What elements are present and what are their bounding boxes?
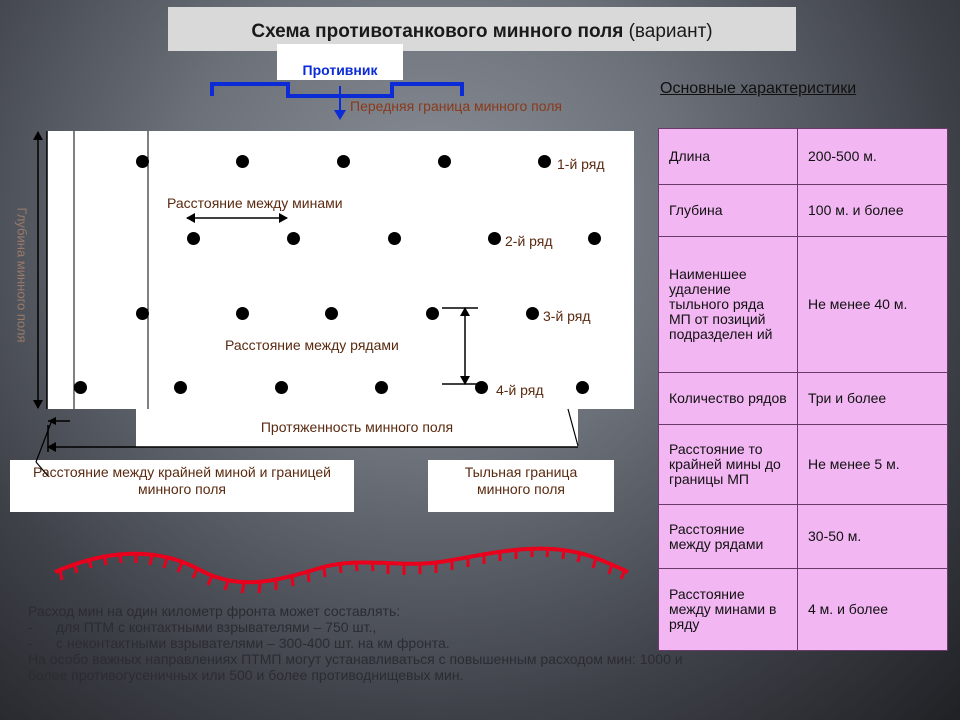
char-value: 4 м. и более <box>798 569 948 651</box>
depth-arrow <box>33 131 43 409</box>
row-spacing-label: Расстояние между рядами <box>225 337 399 353</box>
row-spacing-arrow <box>442 307 478 385</box>
length-label: Протяженность минного поля <box>260 419 454 435</box>
table-row <box>659 129 948 185</box>
table-row <box>659 185 948 237</box>
mine-spacing-arrow <box>186 213 288 223</box>
char-key: Расстояние между рядами <box>659 505 798 569</box>
consumption-notes <box>28 603 908 683</box>
char-key: Длина <box>659 129 798 185</box>
row-label-4: 4-й ряд <box>496 382 544 398</box>
front-edge-arrow <box>334 86 346 120</box>
table-row <box>659 237 948 373</box>
edge-distance-label: Расстояние между крайней миной и границей минного поля <box>32 464 331 497</box>
mine-spacing-label: Расстояние между минами <box>167 195 343 211</box>
enemy-front-bracket <box>212 84 462 96</box>
table-row <box>659 373 948 425</box>
rear-edge-pointer <box>568 409 578 446</box>
note-line: Расход мин на один километр фронта может составлять: <box>28 603 401 619</box>
table-row <box>659 505 948 569</box>
char-value: 30-50 м. <box>798 505 948 569</box>
char-key: Наименшее удаление тыльного ряда МП от позиций подразделен ий <box>659 237 798 373</box>
length-arrow <box>47 425 578 452</box>
row-label-1: 1-й ряд <box>557 156 605 172</box>
depth-label: Глубина минного поля <box>14 207 30 343</box>
rear-edge-label: Тыльная граница минного поля <box>464 464 578 497</box>
note-line: На особо важных направлениях ПТМП могут устанавливаться с повышенным расходом мин: 1000 и <box>28 651 683 667</box>
characteristics-title: Основные характеристики <box>660 80 857 97</box>
characteristics-table <box>658 128 948 651</box>
enemy-label: Противник <box>302 62 378 78</box>
note-line: - для ПТМ с контактными взрывателями – 750 шт., <box>28 619 908 635</box>
char-key: Количество рядов <box>659 373 798 425</box>
char-value: Не менее 5 м. <box>798 425 948 505</box>
note-line: - с неконтактными взрывателями – 300-400 шт. на км фронта. <box>28 635 908 651</box>
char-key: Расстояние то крайней мины до границы МП <box>659 425 798 505</box>
page-title: Схема противотанкового минного поля (вариант) <box>251 21 713 42</box>
table-row <box>659 425 948 505</box>
char-value: Три и более <box>798 373 948 425</box>
char-value: 100 м. и более <box>798 185 948 237</box>
row-label-3: 3-й ряд <box>543 308 591 324</box>
char-key: Расстояние между минами в ряду <box>659 569 798 651</box>
row-label-2: 2-й ряд <box>505 233 553 249</box>
char-key: Глубина <box>659 185 798 237</box>
char-value: 200-500 м. <box>798 129 948 185</box>
front-edge-label: Передняя граница минного поля <box>350 98 562 114</box>
char-value: Не менее 40 м. <box>798 237 948 373</box>
obstacle-line <box>55 547 628 593</box>
note-line: более противогусеничных или 500 и более противоднищевых мин. <box>28 667 464 683</box>
